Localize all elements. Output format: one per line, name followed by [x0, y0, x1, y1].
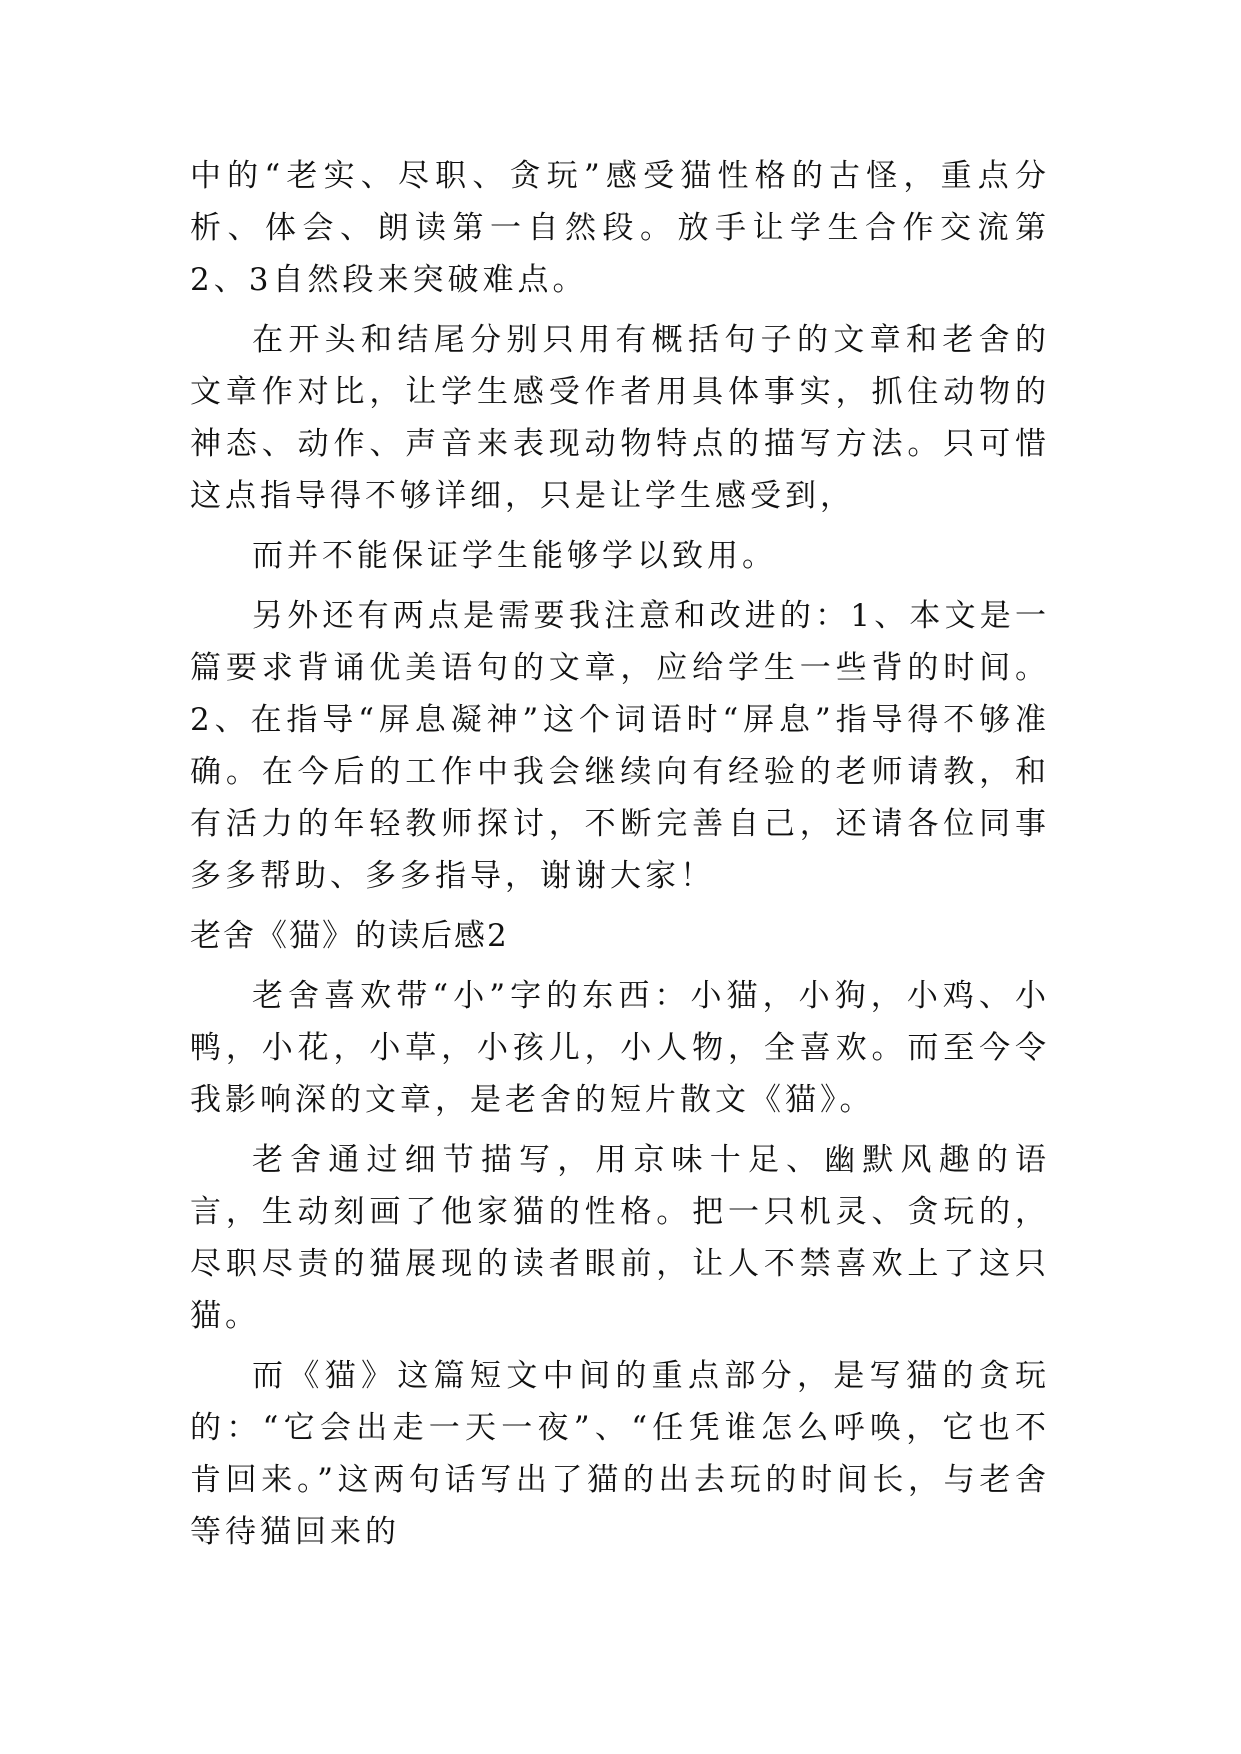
paragraph-continuation: 中的“老实、尽职、贪玩”感受猫性格的古怪，重点分析、体会、朗读第一自然段。放手让学生合作交流第2、3自然段来突破难点。 — [190, 158, 1050, 298]
paragraph-intro: 老舍喜欢带“小”字的东西：小猫，小狗，小鸡、小鸭，小花，小草，小孩儿，小人物，全喜欢。而至今令我影响深的文章，是老舍的短片散文《猫》。 — [190, 978, 1050, 1118]
document-page — [190, 150, 1050, 1566]
section-title: 老舍《猫》的读后感2 — [190, 918, 509, 954]
paragraph-comparison: 在开头和结尾分别只用有概括句子的文章和老舍的文章作对比，让学生感受作者用具体事实，抓住动物的神态、动作、声音来表现动物特点的描写方法。只可惜这点指导得不够详细，只是让学生感受到， — [190, 322, 1050, 514]
paragraph-analysis: 而《猫》这篇短文中间的重点部分，是写猫的贪玩的：“它会出走一天一夜”、“任凭谁怎么呼唤，它也不肯回来。”这两句话写出了猫的出去玩的时间长，与老舍等待猫回来的 — [190, 1358, 1050, 1550]
paragraph-application: 而并不能保证学生能够学以致用。 — [252, 538, 777, 574]
paragraph-improvements: 另外还有两点是需要我注意和改进的：1、本文是一篇要求背诵优美语句的文章，应给学生一些背的时间。2、在指导“屏息凝神”这个词语时“屏息”指导得不够准确。在今后的工作中我会继续向有经验的老师请教，和有活力的年轻教师探讨，不断完善自己，还请各位同事多多帮助、多多指导，谢谢大家！ — [190, 598, 1050, 894]
paragraph-description: 老舍通过细节描写，用京味十足、幽默风趣的语言，生动刻画了他家猫的性格。把一只机灵、贪玩的，尽职尽责的猫展现的读者眼前，让人不禁喜欢上了这只猫。 — [190, 1142, 1050, 1334]
